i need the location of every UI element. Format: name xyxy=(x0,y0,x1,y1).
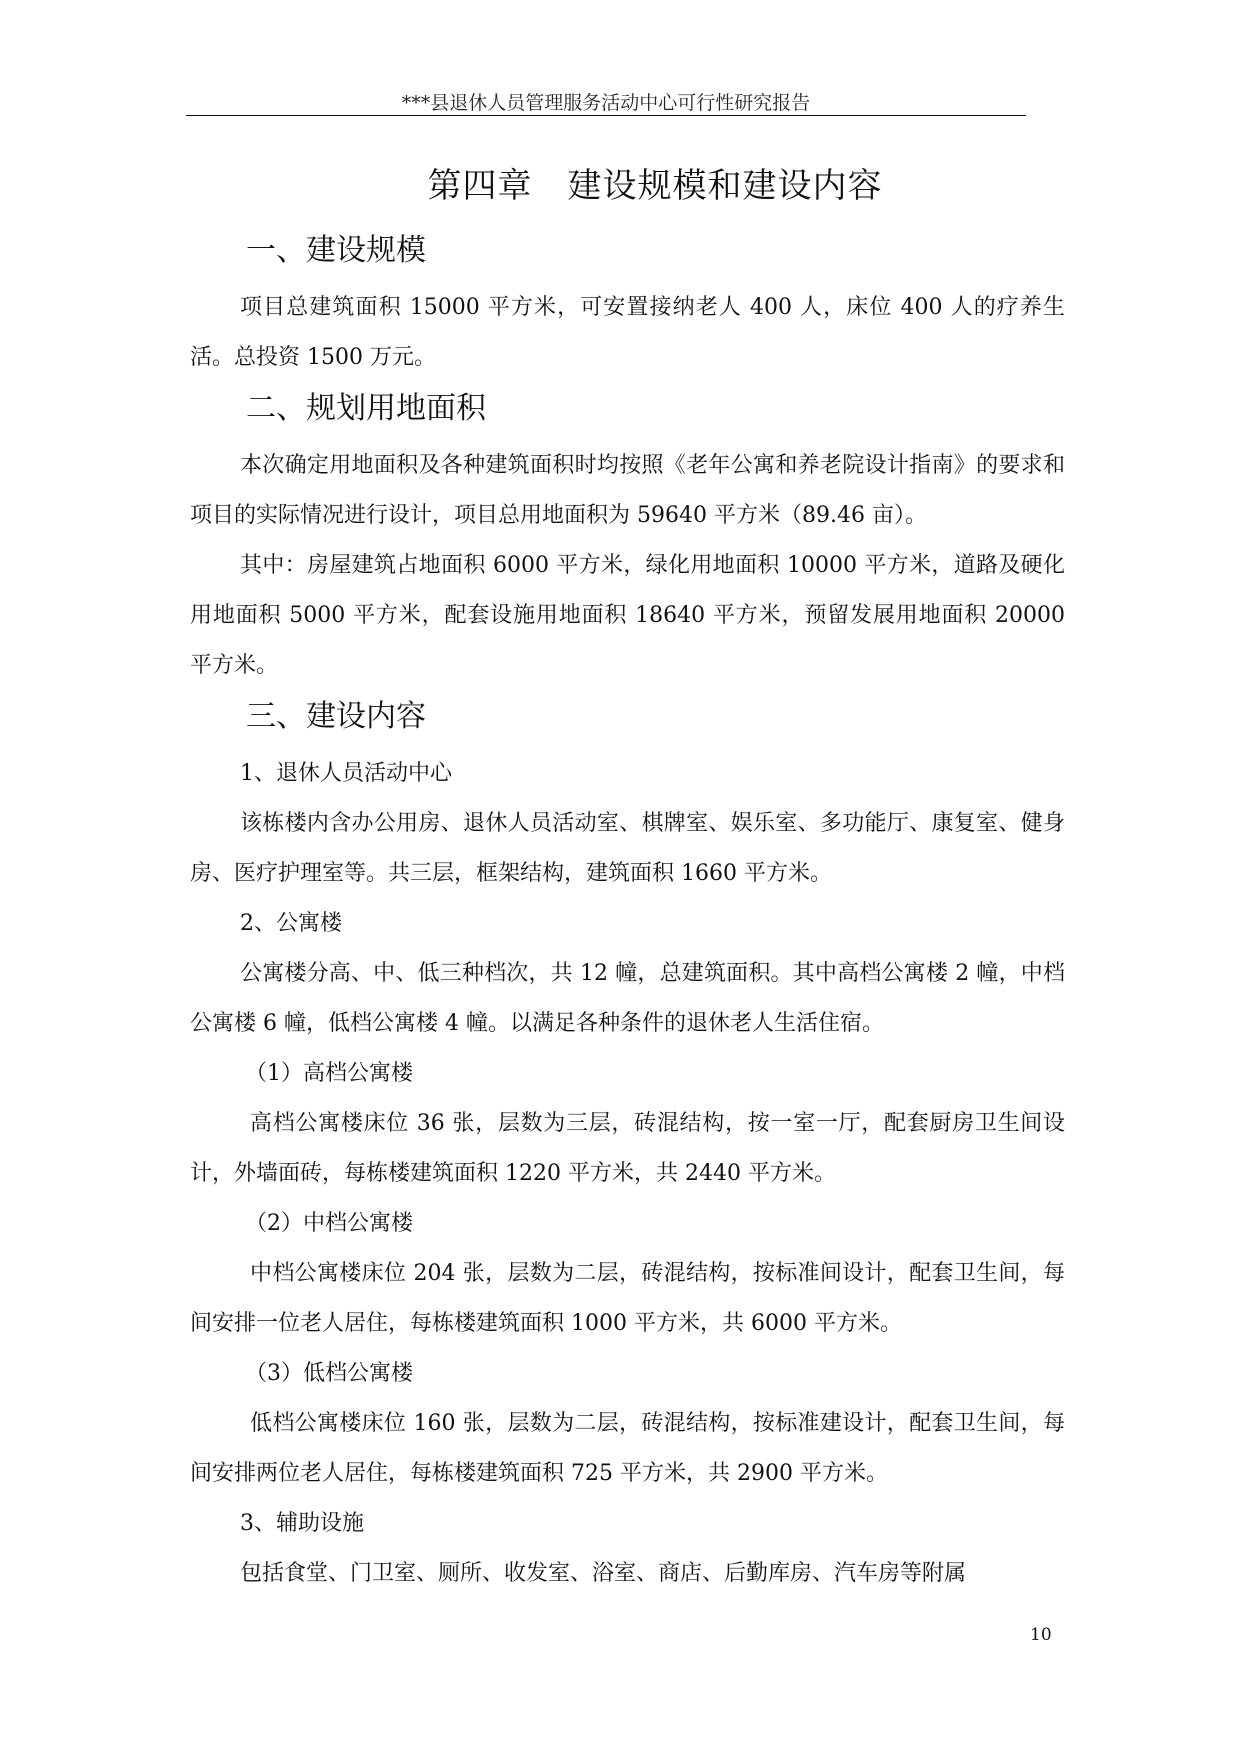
content xyxy=(190,150,1065,1599)
paragraph: 中档公寓楼床位 204 张，层数为二层，砖混结构，按标准间设计，配套卫生间，每间安排一位老人居住，每栋楼建筑面积 1000 平方米，共 6000 平方米。 xyxy=(190,1261,1065,1336)
subheading: 2、公寓楼 xyxy=(240,911,342,936)
section-title: 三、建设内容 xyxy=(246,699,426,734)
section-title: 二、规划用地面积 xyxy=(246,391,486,426)
paragraph: 包括食堂、门卫室、厕所、收发室、浴室、商店、后勤库房、汽车房等附属 xyxy=(240,1561,967,1586)
header-rule xyxy=(186,115,1026,116)
section-title: 一、建设规模 xyxy=(246,233,426,268)
subheading: 3、辅助设施 xyxy=(240,1511,364,1536)
paragraph: 项目总建筑面积 15000 平方米，可安置接纳老人 400 人，床位 400 人的疗养生活。总投资 1500 万元。 xyxy=(190,295,1065,370)
paragraph: 高档公寓楼床位 36 张，层数为三层，砖混结构，按一室一厅，配套厨房卫生间设计，外墙面砖，每栋楼建筑面积 1220 平方米，共 2440 平方米。 xyxy=(190,1111,1065,1186)
subheading: 1、退休人员活动中心 xyxy=(240,761,452,786)
paragraph: 其中：房屋建筑占地面积 6000 平方米，绿化用地面积 10000 平方米，道路及硬化用地面积 5000 平方米，配套设施用地面积 18640 平方米，预留发展用地面积 20000 平方米。 xyxy=(190,553,1065,678)
subheading: （2）中档公寓楼 xyxy=(245,1211,413,1236)
paragraph: 本次确定用地面积及各种建筑面积时均按照《老年公寓和养老院设计指南》的要求和项目的实际情况进行设计，项目总用地面积为 59640 平方米（89.46 亩）。 xyxy=(190,453,1065,528)
paragraph: 低档公寓楼床位 160 张，层数为二层，砖混结构，按标准建设计，配套卫生间，每间安排两位老人居住，每栋楼建筑面积 725 平方米，共 2900 平方米。 xyxy=(190,1411,1065,1486)
paragraph: 该栋楼内含办公用房、退休人员活动室、棋牌室、娱乐室、多功能厅、康复室、健身房、医疗护理室等。共三层，框架结构，建筑面积 1660 平方米。 xyxy=(190,811,1065,886)
running-header: ***县退休人员管理服务活动中心可行性研究报告 xyxy=(401,92,811,114)
chapter-title: 第四章 建设规模和建设内容 xyxy=(427,166,883,206)
subheading: （1）高档公寓楼 xyxy=(245,1061,413,1086)
paragraph: 公寓楼分高、中、低三种档次，共 12 幢，总建筑面积。其中高档公寓楼 2 幢，中档公寓楼 6 幢，低档公寓楼 4 幢。以满足各种条件的退休老人生活住宿。 xyxy=(190,961,1065,1036)
subheading: （3）低档公寓楼 xyxy=(245,1361,413,1386)
page-number: 10 xyxy=(1030,1625,1052,1645)
